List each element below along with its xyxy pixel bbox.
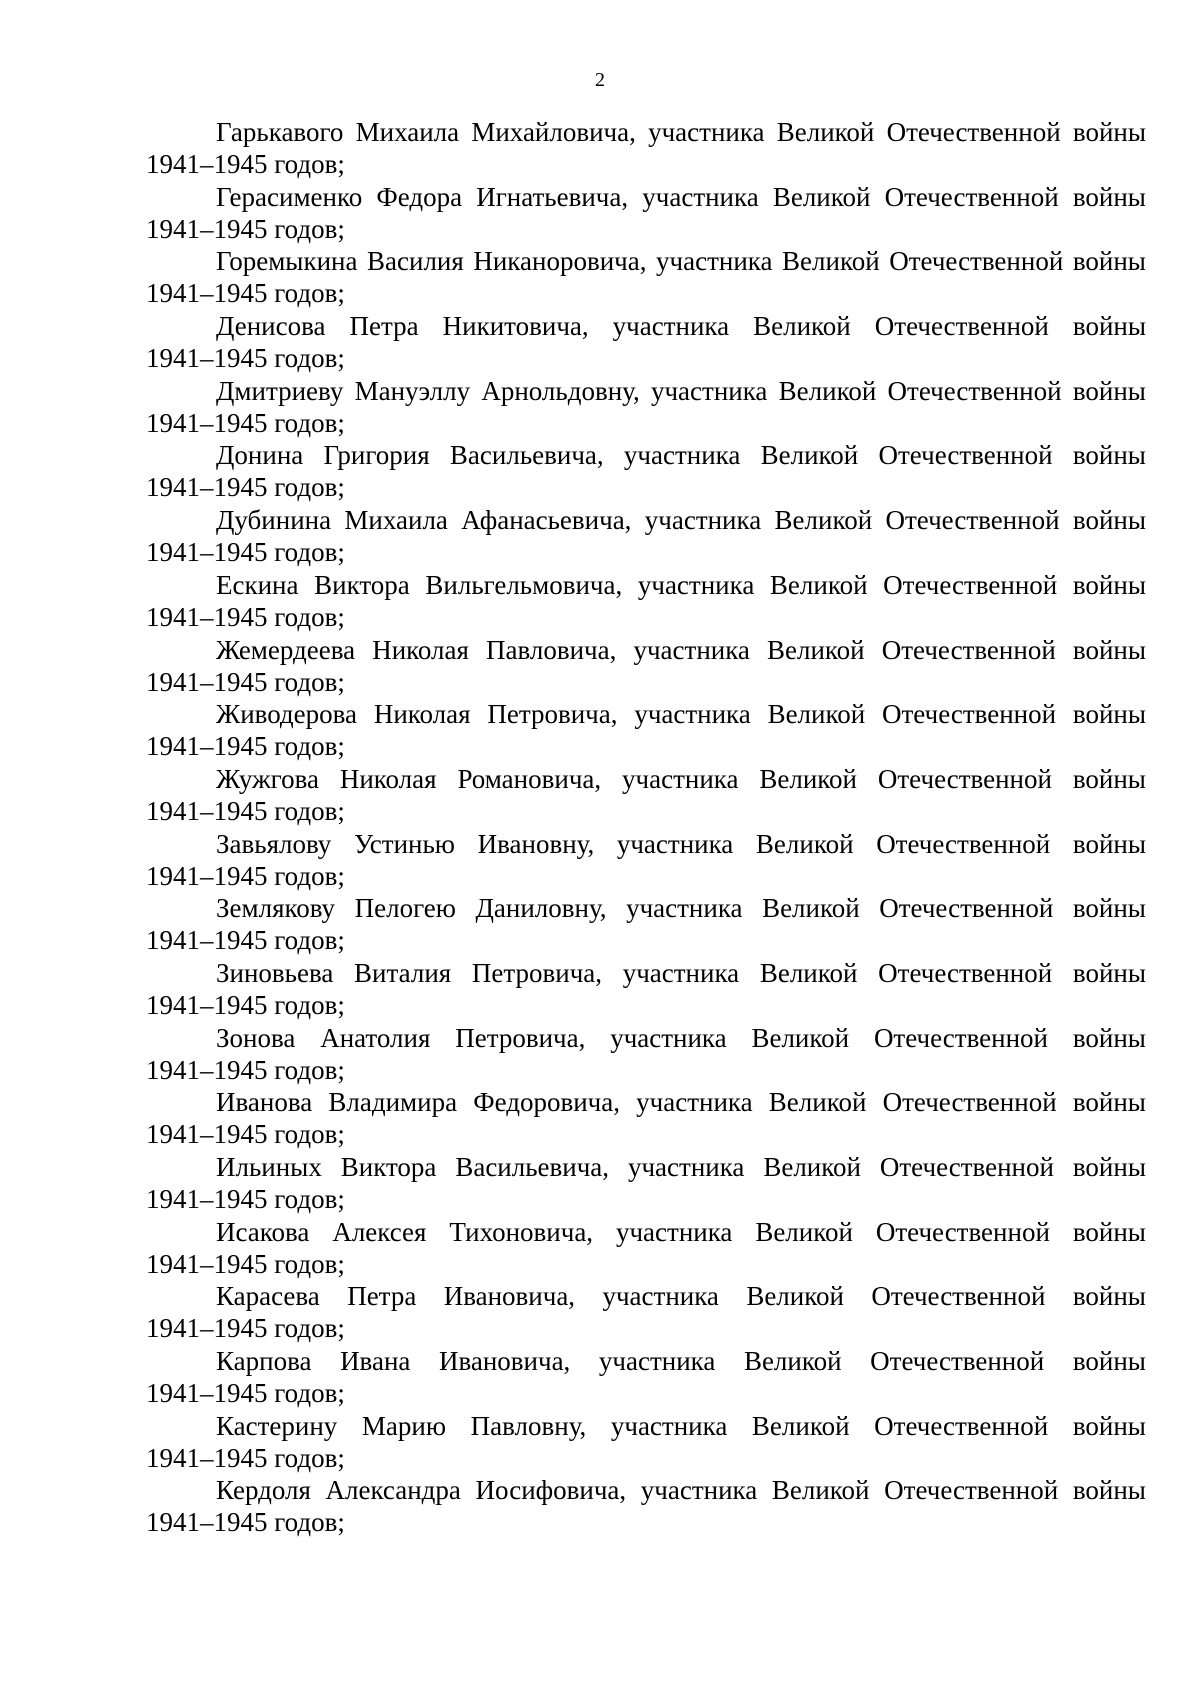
list-item — [146, 245, 1146, 310]
entry-second-line: 1941–1945 годов; — [146, 795, 345, 826]
list-item — [146, 828, 1146, 893]
word: Даниловну, — [475, 893, 607, 924]
list-item — [146, 375, 1146, 440]
word: Павловича, — [486, 634, 617, 665]
word: Великой — [769, 569, 868, 600]
word: Отечественной — [876, 828, 1051, 859]
word: Отечественной — [883, 569, 1058, 600]
word: войны — [1072, 440, 1146, 471]
entry-first-line — [146, 1410, 1146, 1442]
word: Алексея — [332, 1216, 427, 1247]
word: Михаила — [355, 117, 460, 147]
entry-first-line — [146, 828, 1146, 860]
word: Никаноровича, — [473, 246, 647, 277]
entry-first-line — [146, 181, 1146, 213]
entry-second-line: 1941–1945 годов; — [146, 1378, 345, 1409]
word: Великой — [768, 1087, 867, 1118]
page-number: 2 — [595, 69, 605, 91]
entry-first-line — [146, 1022, 1146, 1054]
word: войны — [1072, 957, 1146, 988]
word: Отечественной — [889, 246, 1064, 277]
entry-first-line — [146, 634, 1146, 666]
word: участника — [627, 1152, 745, 1182]
word: Ивана — [340, 1346, 411, 1377]
word: Николая — [373, 699, 471, 730]
word: войны — [1072, 634, 1146, 665]
word: участника — [637, 569, 755, 600]
entry-first-line — [146, 375, 1146, 407]
word: Отечественной — [879, 893, 1054, 924]
entry-second-line: 1941–1945 годов; — [146, 1184, 345, 1214]
word: Жемердеева — [216, 634, 356, 665]
entry-second-line: 1941–1945 годов; — [146, 537, 345, 568]
word: войны — [1072, 181, 1146, 212]
list-item — [146, 116, 1146, 181]
list-item — [146, 310, 1146, 375]
word: Кастерину — [216, 1410, 338, 1441]
word: Великой — [767, 699, 866, 730]
word: участника — [623, 440, 741, 471]
list-item — [146, 504, 1146, 569]
word: Великой — [778, 375, 877, 406]
word: участника — [656, 246, 773, 277]
entry-first-line — [146, 763, 1146, 795]
word: участника — [650, 375, 768, 406]
word: Петра — [349, 311, 419, 342]
word: участника — [612, 311, 730, 342]
word: Отечественной — [871, 1281, 1046, 1312]
word: Отечественной — [886, 117, 1061, 147]
word: Афанасьевича, — [461, 505, 632, 536]
word: Ескина — [216, 569, 299, 600]
word: Великой — [753, 311, 851, 342]
word: Михаила — [344, 505, 448, 536]
word: Отечественной — [882, 699, 1057, 730]
word: Герасименко — [216, 181, 363, 212]
word: участника — [622, 957, 740, 988]
word: Ивановича, — [438, 1346, 571, 1377]
entry-second-line: 1941–1945 годов; — [146, 278, 345, 309]
word: Иосифовича, — [475, 1475, 627, 1506]
entry-second-line: 1941–1945 годов; — [146, 731, 345, 762]
entry-second-line: 1941–1945 годов; — [146, 1119, 345, 1150]
word: Великой — [751, 1410, 850, 1441]
word: Отечественной — [882, 1087, 1057, 1118]
word: войны — [1072, 246, 1146, 277]
word: Великой — [751, 1022, 850, 1053]
word: Великой — [759, 763, 857, 794]
word: Анатолия — [320, 1022, 431, 1053]
word: Романовича, — [457, 763, 602, 794]
entry-second-line: 1941–1945 годов; — [146, 601, 345, 632]
entry-first-line — [146, 1474, 1146, 1506]
word: Михайловича, — [471, 117, 636, 147]
word: войны — [1072, 569, 1146, 600]
entry-second-line: 1941–1945 годов; — [146, 1313, 345, 1344]
entry-first-line — [146, 245, 1146, 277]
list-item — [146, 634, 1146, 699]
word: Отечественной — [873, 1022, 1048, 1053]
word: войны — [1072, 1346, 1146, 1377]
word: участника — [610, 1022, 727, 1053]
word: войны — [1072, 1022, 1146, 1053]
entry-second-line: 1941–1945 годов; — [146, 472, 345, 503]
word: Отечественной — [879, 1152, 1054, 1182]
word: Великой — [759, 957, 858, 988]
word: Виталия — [354, 957, 452, 988]
word: Великой — [774, 505, 873, 536]
word: Отечественной — [884, 1475, 1059, 1506]
word: Завьялову — [216, 828, 332, 859]
word: участника — [622, 763, 739, 794]
entry-first-line — [146, 698, 1146, 730]
list-item — [146, 1410, 1146, 1475]
word: участника — [615, 1216, 733, 1247]
list-item — [146, 569, 1146, 634]
word: Дубинина — [216, 505, 332, 536]
word: участника — [634, 699, 751, 730]
word: Отечественной — [878, 440, 1053, 471]
word: Исакова — [216, 1216, 310, 1247]
word: Александра — [325, 1475, 461, 1506]
entry-first-line — [146, 504, 1146, 536]
word: войны — [1072, 311, 1146, 342]
entry-first-line — [146, 439, 1146, 471]
entry-second-line: 1941–1945 годов; — [146, 149, 345, 179]
word: Живодерова — [216, 699, 358, 730]
list-item — [146, 1474, 1146, 1539]
word: Николая — [339, 763, 437, 794]
word: Отечественной — [884, 181, 1059, 212]
word: Никитовича, — [442, 311, 589, 342]
word: Василия — [367, 246, 464, 277]
word: Отечественной — [874, 311, 1049, 342]
list-item — [146, 439, 1146, 504]
word: войны — [1072, 117, 1146, 147]
word: Петровича, — [471, 957, 603, 988]
word: Ивановну, — [477, 828, 595, 859]
word: участника — [598, 1346, 716, 1377]
word: Федора — [376, 181, 463, 212]
list-item — [146, 1280, 1146, 1345]
word: Великой — [743, 1346, 842, 1377]
entry-second-line: 1941–1945 годов; — [146, 989, 345, 1020]
word: участника — [616, 828, 734, 859]
word: Великой — [763, 1152, 861, 1182]
word: Отечественной — [870, 1346, 1045, 1377]
word: Васильевича, — [449, 440, 604, 471]
word: участника — [642, 181, 759, 212]
list-item — [146, 1151, 1146, 1216]
word: Отечественной — [878, 957, 1053, 988]
list-item — [146, 763, 1146, 828]
entry-second-line: 1941–1945 годов; — [146, 213, 345, 244]
entry-second-line: 1941–1945 годов; — [146, 1054, 345, 1085]
word: Арнольдовну, — [481, 375, 640, 406]
word: войны — [1072, 1281, 1146, 1312]
word: Марию — [361, 1410, 447, 1441]
word: Игнатьевича, — [476, 181, 629, 212]
list-item — [146, 1216, 1146, 1281]
word: Владимира — [328, 1087, 458, 1118]
word: Гарькавого — [216, 117, 344, 147]
word: Устинью — [353, 828, 455, 859]
word: Петровича, — [487, 699, 618, 730]
word: войны — [1072, 505, 1146, 536]
word: войны — [1072, 1087, 1146, 1118]
entry-second-line: 1941–1945 годов; — [146, 925, 345, 956]
word: Великой — [762, 893, 860, 924]
word: Великой — [755, 1216, 853, 1247]
entry-first-line — [146, 957, 1146, 989]
word: Петровича, — [455, 1022, 586, 1053]
word: Петра — [347, 1281, 417, 1312]
entry-second-line: 1941–1945 годов; — [146, 1248, 345, 1279]
list-item — [146, 698, 1146, 763]
word: Григория — [323, 440, 430, 471]
entry-second-line: 1941–1945 годов; — [146, 407, 345, 438]
entry-first-line — [146, 1216, 1146, 1248]
word: Карасева — [216, 1281, 320, 1312]
entry-second-line: 1941–1945 годов; — [146, 1442, 345, 1473]
word: Ильиных — [216, 1152, 322, 1182]
word: Карпова — [216, 1346, 312, 1377]
word: Землякову — [216, 893, 336, 924]
word: Великой — [772, 181, 871, 212]
word: войны — [1072, 828, 1146, 859]
word: Пелогею — [354, 893, 456, 924]
entry-first-line — [146, 1280, 1146, 1312]
word: войны — [1072, 1410, 1146, 1441]
word: участника — [636, 1087, 753, 1118]
word: участника — [626, 893, 743, 924]
word: Отечественной — [874, 1410, 1049, 1441]
word: Васильевича, — [455, 1152, 610, 1182]
word: Великой — [771, 1475, 870, 1506]
word: Жужгова — [216, 763, 319, 794]
word: участника — [640, 1475, 758, 1506]
word: участника — [633, 634, 750, 665]
list-item — [146, 1086, 1146, 1151]
list-item — [146, 181, 1146, 246]
entry-first-line — [146, 892, 1146, 924]
word: Великой — [760, 440, 859, 471]
word: войны — [1072, 699, 1146, 730]
entry-second-line: 1941–1945 годов; — [146, 1507, 345, 1538]
word: войны — [1072, 1475, 1146, 1506]
list-item — [146, 1345, 1146, 1410]
word: Николая — [372, 634, 469, 665]
word: Вильгельмовича, — [425, 569, 623, 600]
entry-second-line: 1941–1945 годов; — [146, 343, 345, 374]
word: участника — [644, 505, 762, 536]
entry-list — [146, 116, 1146, 1539]
word: Отечественной — [877, 763, 1052, 794]
word: Великой — [755, 828, 854, 859]
word: Отечественной — [875, 1216, 1050, 1247]
word: Кердоля — [216, 1475, 311, 1506]
entry-second-line: 1941–1945 годов; — [146, 860, 345, 891]
word: войны — [1072, 893, 1146, 924]
word: Виктора — [340, 1152, 437, 1182]
word: Федоровича, — [473, 1087, 620, 1118]
word: участника — [648, 117, 765, 147]
word: Великой — [776, 117, 875, 147]
word: Тихоновича, — [449, 1216, 594, 1247]
word: войны — [1072, 763, 1146, 794]
word: войны — [1072, 375, 1146, 406]
entry-first-line — [146, 310, 1146, 342]
entry-first-line — [146, 1151, 1146, 1183]
word: Ивановича, — [443, 1281, 576, 1312]
entry-first-line — [146, 116, 1146, 148]
entry-first-line — [146, 569, 1146, 601]
word: Отечественной — [881, 634, 1056, 665]
list-item — [146, 892, 1146, 957]
word: Зонова — [216, 1022, 296, 1053]
word: Денисова — [216, 311, 326, 342]
word: Иванова — [216, 1087, 313, 1118]
word: Горемыкина — [216, 246, 358, 277]
list-item — [146, 957, 1146, 1022]
entry-first-line — [146, 1345, 1146, 1377]
word: участника — [610, 1410, 728, 1441]
word: Мануэллу — [354, 375, 471, 406]
word: Павловну, — [470, 1410, 587, 1441]
word: войны — [1072, 1216, 1146, 1247]
list-item — [146, 1022, 1146, 1087]
word: Отечественной — [887, 375, 1062, 406]
entry-first-line — [146, 1086, 1146, 1118]
word: Великой — [782, 246, 880, 277]
word: Дмитриеву — [216, 375, 344, 406]
entry-second-line: 1941–1945 годов; — [146, 666, 345, 697]
word: Отечественной — [885, 505, 1060, 536]
word: войны — [1072, 1152, 1146, 1182]
word: Великой — [746, 1281, 844, 1312]
word: Зиновьева — [216, 957, 334, 988]
word: участника — [602, 1281, 719, 1312]
word: Виктора — [314, 569, 410, 600]
word: Донина — [216, 440, 304, 471]
word: Великой — [767, 634, 865, 665]
